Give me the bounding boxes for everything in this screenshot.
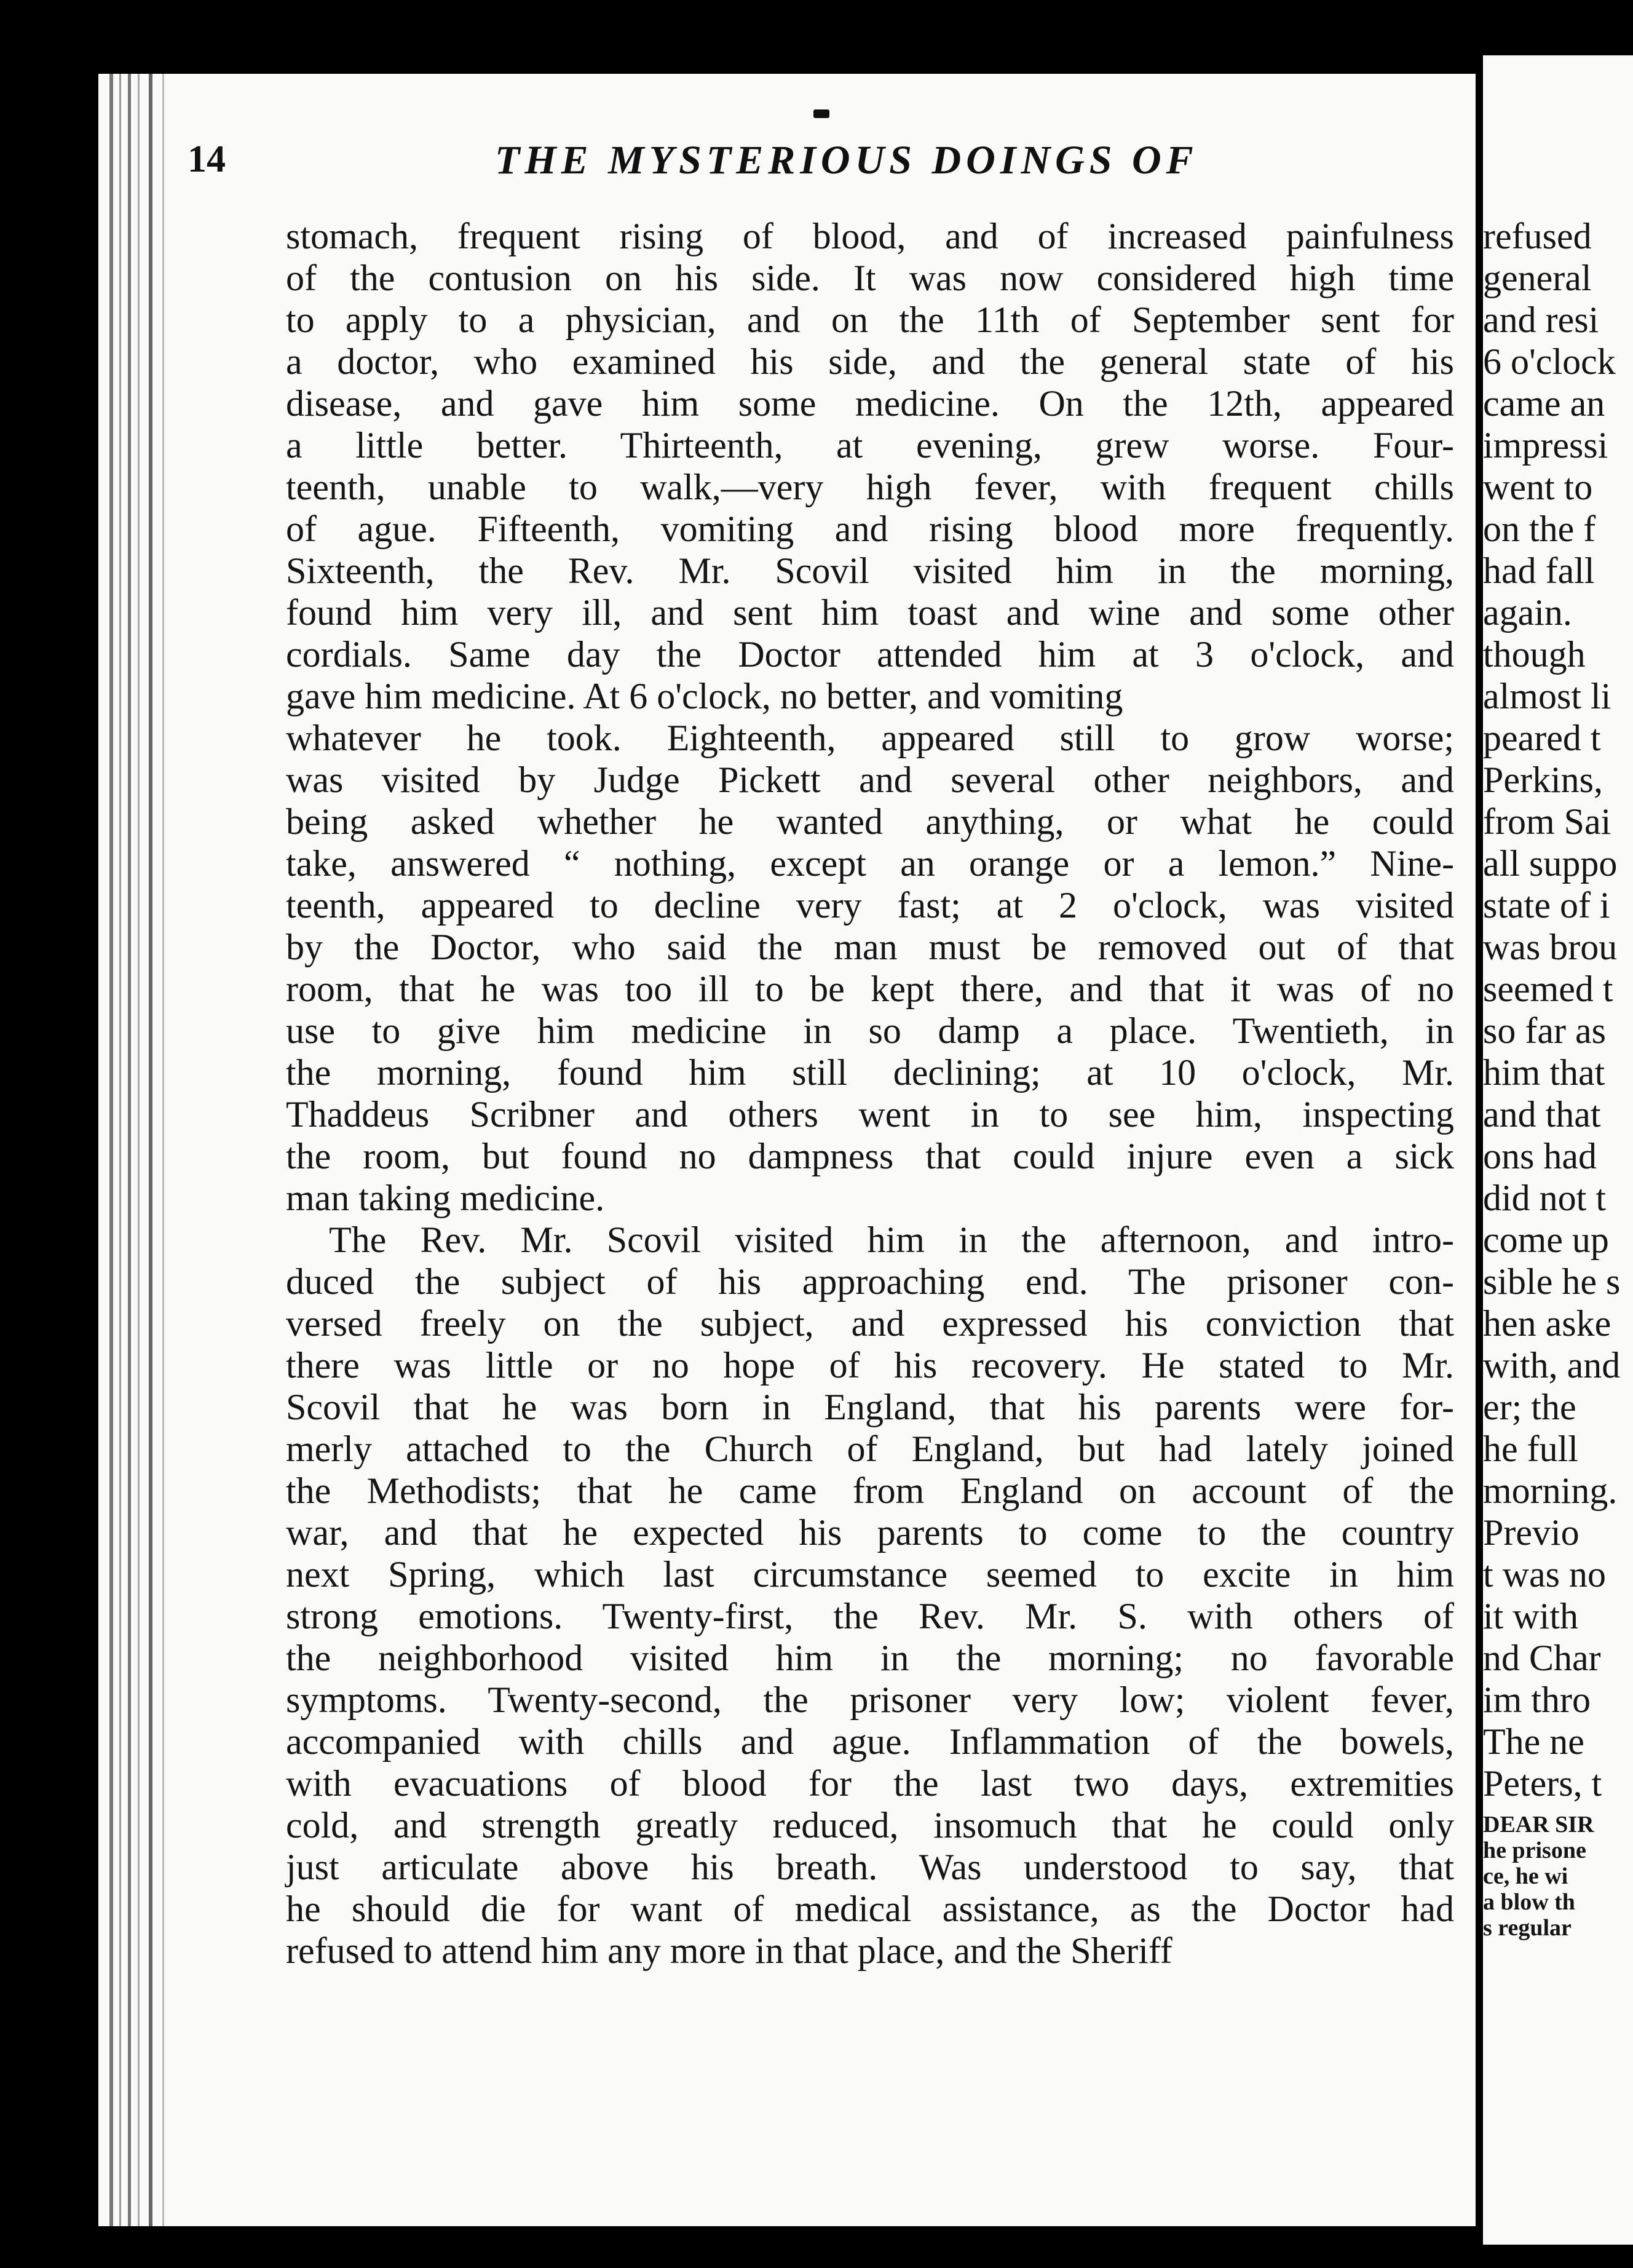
- right-page-line: it with: [1483, 1596, 1579, 1636]
- right-page-line: and that: [1483, 1094, 1601, 1135]
- text-line: war, and that he expected his parents to come to the country: [286, 1512, 1454, 1553]
- right-page-line: morning.: [1483, 1470, 1618, 1511]
- text-line: the morning, found him still declining; at 10 o'clock, Mr.: [286, 1052, 1454, 1093]
- right-page-line: sible he s: [1483, 1261, 1621, 1302]
- text-line: duced the subject of his approaching end. The prisoner con-: [286, 1261, 1454, 1302]
- text-line: teenth, unable to walk,—very high fever, with frequent chills: [286, 467, 1454, 507]
- text-line: man taking medicine.: [286, 1178, 605, 1218]
- text-line: of ague. Fifteenth, vomiting and rising blood more frequently.: [286, 509, 1454, 549]
- right-page-line: impressi: [1483, 425, 1608, 466]
- text-line: Scovil that he was born in England, that his parents were for-: [286, 1387, 1454, 1427]
- right-page-line: all suppo: [1483, 843, 1618, 884]
- right-page-line: Perkins,: [1483, 759, 1603, 800]
- right-page-line: general: [1483, 258, 1592, 298]
- right-page-line: ons had: [1483, 1136, 1597, 1176]
- right-page-line: from Sai: [1483, 801, 1611, 842]
- right-page-line: and resi: [1483, 299, 1599, 340]
- text-line: gave him medicine. At 6 o'clock, no better, and vomiting: [286, 676, 1123, 716]
- text-line: versed freely on the subject, and expressed his conviction that: [286, 1303, 1454, 1344]
- right-page-line: er; the: [1483, 1387, 1576, 1427]
- text-line: cold, and strength greatly reduced, insomuch that he could only: [286, 1805, 1454, 1846]
- text-line: stomach, frequent rising of blood, and of increased painfulness: [286, 216, 1454, 256]
- page-heading: THE MYSTERIOUS DOINGS OF: [495, 138, 1198, 183]
- text-line: found him very ill, and sent him toast and wine and some other: [286, 592, 1454, 633]
- text-line: use to give him medicine in so damp a place. Twentieth, in: [286, 1010, 1454, 1051]
- right-page-line: though: [1483, 634, 1586, 675]
- right-page-line: The ne: [1483, 1721, 1584, 1762]
- running-head: [188, 92, 1282, 183]
- right-page-line: state of i: [1483, 885, 1610, 926]
- text-line: next Spring, which last circumstance seemed to excite in him: [286, 1554, 1454, 1595]
- right-page-line: 6 o'clock: [1483, 341, 1616, 382]
- right-page-line: came an: [1483, 383, 1605, 424]
- text-line: disease, and gave him some medicine. On the 12th, appeared: [286, 383, 1454, 424]
- right-page-line: had fall: [1483, 550, 1595, 591]
- right-page-line: went to: [1483, 467, 1593, 507]
- right-page-line: seemed t: [1483, 969, 1613, 1009]
- text-line: a little better. Thirteenth, at evening, grew worse. Four-: [286, 425, 1454, 466]
- text-line: being asked whether he wanted anything, or what he could: [286, 801, 1454, 842]
- right-page-line: hen aske: [1483, 1303, 1611, 1344]
- text-line: the room, but found no dampness that could injure even a sick: [286, 1136, 1454, 1176]
- right-page-line: t was no: [1483, 1554, 1606, 1595]
- text-line: a doctor, who examined his side, and the general state of his: [286, 341, 1454, 382]
- right-page-line: Peters, t: [1483, 1763, 1602, 1804]
- right-page-line: him that: [1483, 1052, 1605, 1093]
- page-number: 14: [188, 138, 226, 180]
- text-line: was visited by Judge Pickett and several other neighbors, and: [286, 759, 1454, 800]
- text-line: merly attached to the Church of England, but had lately joined: [286, 1429, 1454, 1469]
- page-edges: [98, 74, 178, 2226]
- right-page-line: so far as: [1483, 1010, 1606, 1051]
- right-page-letter-line: a blow th: [1483, 1889, 1575, 1915]
- text-line: take, answered “ nothing, except an orange or a lemon.” Nine-: [286, 843, 1454, 884]
- right-page-line: on the f: [1483, 509, 1596, 549]
- text-line: with evacuations of blood for the last two days, extremities: [286, 1763, 1454, 1804]
- right-page-line: was brou: [1483, 927, 1618, 967]
- text-line: symptoms. Twenty-second, the prisoner very low; violent fever,: [286, 1679, 1454, 1720]
- right-page-line: did not t: [1483, 1178, 1607, 1218]
- text-line: just articulate above his breath. Was understood to say, that: [286, 1847, 1454, 1887]
- right-page-line: Previo: [1483, 1512, 1580, 1553]
- text-line: room, that he was too ill to be kept there, and that it was of no: [286, 969, 1454, 1009]
- text-line: refused to attend him any more in that place, and the Sheriff: [286, 1930, 1172, 1971]
- right-page-line: with, and: [1483, 1345, 1621, 1386]
- text-line: he should die for want of medical assistance, as the Doctor had: [286, 1889, 1454, 1929]
- text-line: Thaddeus Scribner and others went in to see him, inspecting: [286, 1094, 1454, 1135]
- text-line: to apply to a physician, and on the 11th of September sent for: [286, 299, 1454, 340]
- right-page-line: almost li: [1483, 676, 1611, 716]
- right-page-line: peared t: [1483, 718, 1601, 758]
- right-page-letter-line: s regular: [1483, 1915, 1572, 1941]
- text-line: the Methodists; that he came from England on account of the: [286, 1470, 1454, 1511]
- right-page-letter-line: he prisone: [1483, 1838, 1586, 1863]
- text-line: of the contusion on his side. It was now considered high time: [286, 258, 1454, 298]
- right-page-letter-line: ce, he wi: [1483, 1863, 1568, 1889]
- right-page-line: again.: [1483, 592, 1572, 633]
- text-line: by the Doctor, who said the man must be removed out of that: [286, 927, 1454, 967]
- text-line: cordials. Same day the Doctor attended him at 3 o'clock, and: [286, 634, 1454, 675]
- right-page-line: refused: [1483, 216, 1592, 256]
- text-line: the neighborhood visited him in the morning; no favorable: [286, 1638, 1454, 1678]
- right-page-line: he full: [1483, 1429, 1578, 1469]
- right-page-line: come up: [1483, 1219, 1609, 1260]
- right-page-line: nd Char: [1483, 1638, 1601, 1678]
- text-line: teenth, appeared to decline very fast; at 2 o'clock, was visited: [286, 885, 1454, 926]
- text-line: The Rev. Mr. Scovil visited him in the afternoon, and intro-: [329, 1219, 1454, 1260]
- text-line: accompanied with chills and ague. Inflammation of the bowels,: [286, 1721, 1454, 1762]
- right-page-line: im thro: [1483, 1679, 1591, 1720]
- body-text: [286, 215, 1454, 1972]
- text-line: there was little or no hope of his recovery. He stated to Mr.: [286, 1345, 1454, 1386]
- right-page-text: [1483, 215, 1633, 1941]
- text-line: Sixteenth, the Rev. Mr. Scovil visited him in the morning,: [286, 550, 1454, 591]
- text-line: strong emotions. Twenty-first, the Rev. Mr. S. with others of: [286, 1596, 1454, 1636]
- right-page-letter-line: DEAR SIR: [1483, 1812, 1594, 1838]
- text-line: whatever he took. Eighteenth, appeared still to grow worse;: [286, 718, 1454, 758]
